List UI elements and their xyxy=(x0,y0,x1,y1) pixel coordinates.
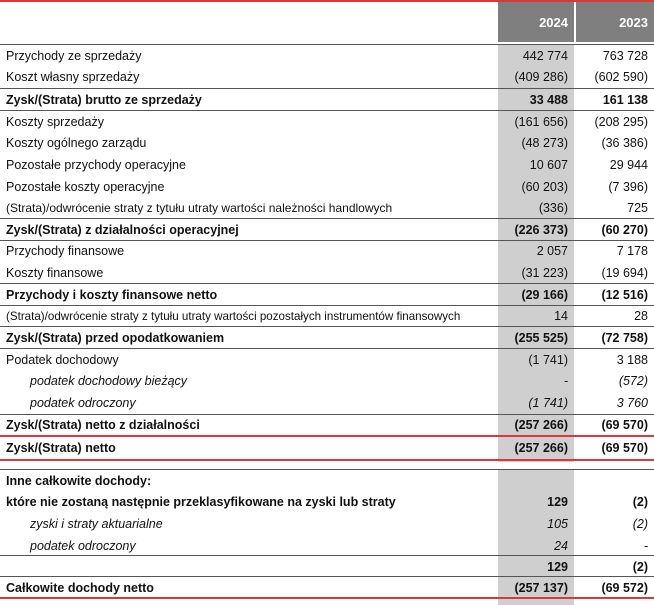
row-label: Przychody i koszty finansowe netto xyxy=(6,287,218,302)
row-label: Zysk/(Strata) netto z działalności xyxy=(6,418,200,433)
value-2023: 725 xyxy=(627,201,648,216)
table-row xyxy=(0,492,654,514)
value-2023: (2) xyxy=(632,516,648,531)
row-label: Zysk/(Strata) z działalności operacyjnej xyxy=(6,222,239,237)
value-2023: (60 270) xyxy=(601,222,648,237)
row-label: podatek dochodowy bieżący xyxy=(30,374,188,389)
value-2023: (7 396) xyxy=(608,179,648,194)
row-label: Przychody finansowe xyxy=(6,244,125,259)
value-2024: 129 xyxy=(547,559,568,574)
table-row xyxy=(0,513,654,535)
value-2023: (69 570) xyxy=(601,440,648,455)
value-2024: 442 774 xyxy=(522,48,568,63)
value-2024: (257 137) xyxy=(514,580,568,595)
value-2024: (257 266) xyxy=(514,418,568,433)
row-label: Koszty ogólnego zarządu xyxy=(6,136,147,151)
table-row xyxy=(0,219,654,241)
value-2023: 3 760 xyxy=(616,395,648,410)
value-2024: 129 xyxy=(547,495,568,510)
table-row xyxy=(0,556,654,578)
table-row xyxy=(0,67,654,89)
value-2024: (1 741) xyxy=(528,395,568,410)
value-2023: (572) xyxy=(618,374,648,389)
table-row xyxy=(0,349,654,371)
value-2024: (31 223) xyxy=(521,265,568,280)
value-2023: 763 728 xyxy=(602,48,648,63)
value-2024: 33 488 xyxy=(529,92,568,107)
table-row xyxy=(0,197,654,219)
row-label: które nie zostaną następnie przeklasyfikowane na zyski lub straty xyxy=(6,495,396,510)
value-2024: (1 741) xyxy=(528,352,568,367)
row-label: Koszty finansowe xyxy=(6,265,104,280)
value-2023: (208 295) xyxy=(594,114,648,129)
value-2024: (409 286) xyxy=(514,70,568,85)
table-row xyxy=(0,45,654,67)
value-2023: (19 694) xyxy=(601,265,648,280)
value-2024: (29 166) xyxy=(521,287,568,302)
value-2023: 7 178 xyxy=(616,244,648,259)
row-label: podatek odroczony xyxy=(30,538,136,553)
value-2024: 14 xyxy=(554,309,568,324)
table-row xyxy=(0,437,654,459)
table-row xyxy=(0,535,654,557)
table-row xyxy=(0,470,654,492)
value-2023: 3 188 xyxy=(616,352,648,367)
value-2024: (336) xyxy=(538,201,568,216)
table-row xyxy=(0,577,654,599)
value-2023: (69 570) xyxy=(601,418,648,433)
table-row xyxy=(0,89,654,111)
table-row xyxy=(0,392,654,414)
value-2023: (72 758) xyxy=(601,330,648,345)
row-label: Zysk/(Strata) brutto ze sprzedaży xyxy=(6,92,202,107)
row-label: Zysk/(Strata) przed opodatkowaniem xyxy=(6,330,225,345)
table-row xyxy=(0,176,654,198)
value-2024: (226 373) xyxy=(514,222,568,237)
red-rule xyxy=(0,459,654,461)
row-label: zyski i straty aktuarialne xyxy=(30,516,163,531)
table-row xyxy=(0,415,654,437)
row-label: Koszt własny sprzedaży xyxy=(6,70,140,85)
table-row xyxy=(0,327,654,349)
value-2023: 29 944 xyxy=(609,157,648,172)
header-2023: 2023 xyxy=(576,2,654,42)
row-label: Zysk/(Strata) netto xyxy=(6,440,116,455)
row-label: (Strata)/odwrócenie straty z tytułu utraty wartości należności handlowych xyxy=(6,201,393,216)
value-2024: 2 057 xyxy=(536,244,568,259)
value-2024: (48 273) xyxy=(521,136,568,151)
table-row xyxy=(0,284,654,306)
value-2024: 105 xyxy=(547,516,568,531)
row-label: Inne całkowite dochody: xyxy=(6,473,152,488)
value-2024: 24 xyxy=(554,538,568,553)
row-label: Pozostałe przychody operacyjne xyxy=(6,157,186,172)
table-row xyxy=(0,133,654,155)
value-2023: (69 572) xyxy=(601,580,648,595)
table-row xyxy=(0,241,654,263)
table-row xyxy=(0,154,654,176)
header-label-cell xyxy=(0,2,498,42)
row-label: Koszty sprzedaży xyxy=(6,114,104,129)
value-2023: (2) xyxy=(632,559,648,574)
header-2024: 2024 xyxy=(498,2,574,42)
row-label: Całkowite dochody netto xyxy=(6,580,154,595)
value-2024: (257 266) xyxy=(514,440,568,455)
table-row xyxy=(0,371,654,393)
value-2023: (602 590) xyxy=(594,70,648,85)
value-2023: (12 516) xyxy=(601,287,648,302)
row-label: podatek odroczony xyxy=(30,395,136,410)
value-2023: 28 xyxy=(634,309,648,324)
value-2023: (2) xyxy=(632,495,648,510)
value-2024: 10 607 xyxy=(529,157,568,172)
row-label: (Strata)/odwrócenie straty z tytułu utraty wartości pozostałych instrumentów finansowych xyxy=(6,309,461,323)
value-2023: 161 138 xyxy=(602,92,648,107)
row-label: Pozostałe koszty operacyjne xyxy=(6,179,165,194)
value-2024: (161 656) xyxy=(514,114,568,129)
value-2024: (60 203) xyxy=(521,179,568,194)
value-2023: - xyxy=(643,538,648,553)
value-2024: (255 525) xyxy=(514,330,568,345)
value-2024: - xyxy=(563,374,568,389)
row-label: Przychody ze sprzedaży xyxy=(6,48,142,63)
table-row xyxy=(0,262,654,284)
row-label: Podatek dochodowy xyxy=(6,352,119,367)
table-row xyxy=(0,306,654,328)
table-row xyxy=(0,111,654,133)
value-2023: (36 386) xyxy=(601,136,648,151)
